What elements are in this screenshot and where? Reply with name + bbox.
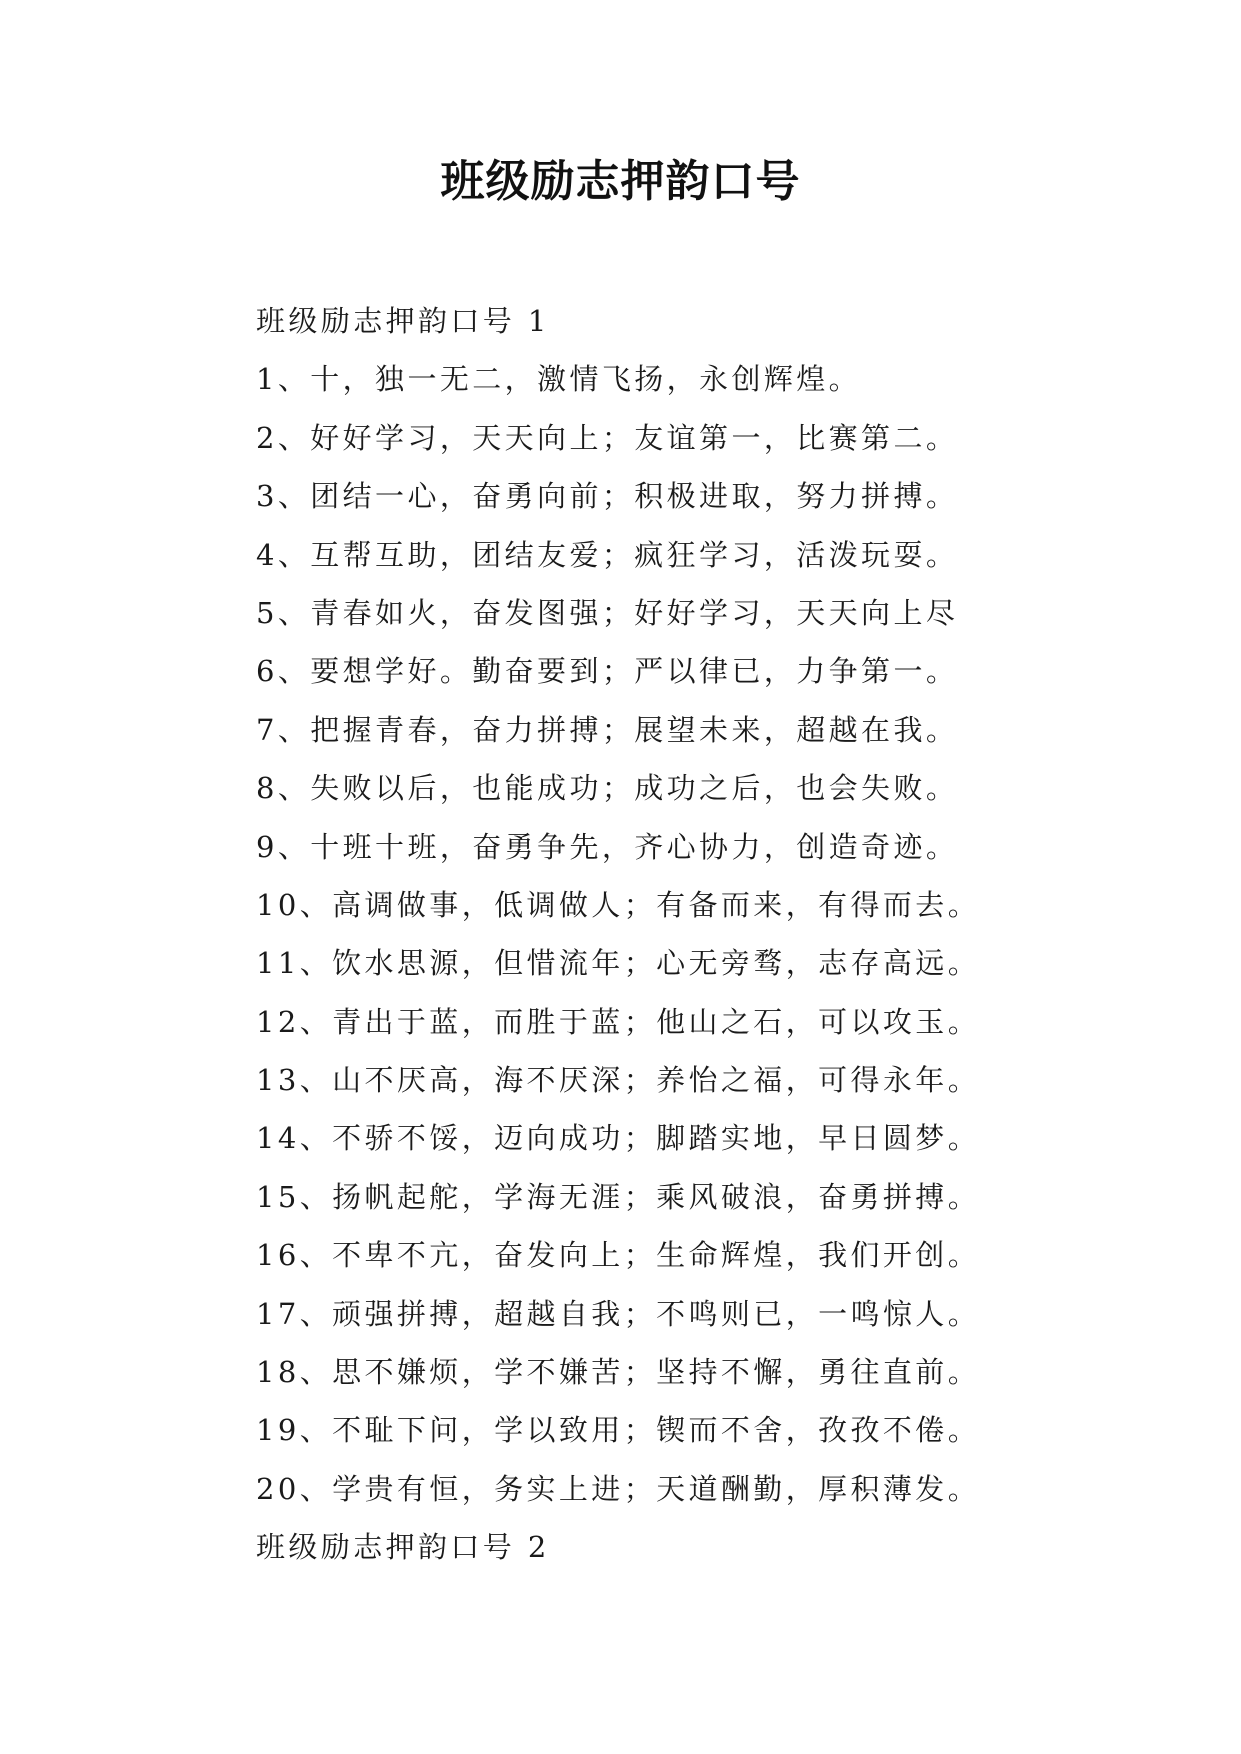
slogan-line-16: 16、不卑不亢，奋发向上；生命辉煌，我们开创。 — [256, 1238, 981, 1273]
slogan-line-4: 4、互帮互助，团结友爱；疯狂学习，活泼玩耍。 — [256, 537, 959, 572]
slogan-line-17: 17、顽强拼搏，超越自我；不鸣则已，一鸣惊人。 — [256, 1296, 981, 1331]
slogan-line-7: 7、把握青春，奋力拼搏；展望未来，超越在我。 — [256, 712, 959, 747]
slogan-line-13: 13、山不厌高，海不厌深；养怡之福，可得永年。 — [256, 1063, 981, 1098]
slogan-line-9: 9、十班十班，奋勇争先，齐心协力，创造奇迹。 — [256, 829, 959, 864]
slogan-line-19: 19、不耻下问，学以致用；锲而不舍，孜孜不倦。 — [256, 1413, 981, 1448]
slogan-line-3: 3、团结一心，奋勇向前；积极进取，努力拼搏。 — [256, 479, 959, 514]
slogan-line-6: 6、要想学好。勤奋要到；严以律已，力争第一。 — [256, 654, 959, 689]
slogan-line-2: 2、好好学习，天天向上；友谊第一，比赛第二。 — [256, 420, 959, 455]
slogan-line-12: 12、青出于蓝，而胜于蓝；他山之石，可以攻玉。 — [256, 1004, 981, 1039]
slogan-line-20: 20、学贵有恒，务实上进；天道酬勤，厚积薄发。 — [256, 1471, 981, 1506]
section-heading-1: 班级励志押韵口号 1 — [256, 304, 550, 338]
document-body — [256, 292, 1016, 1577]
slogan-line-8: 8、失败以后，也能成功；成功之后，也会失败。 — [256, 771, 959, 806]
slogan-line-1: 1、十，独一无二，激情飞扬，永创辉煌。 — [256, 362, 862, 397]
slogan-line-10: 10、高调做事，低调做人；有备而来，有得而去。 — [256, 887, 981, 922]
slogan-line-18: 18、思不嫌烦，学不嫌苦；坚持不懈，勇往直前。 — [256, 1355, 981, 1390]
section-heading-2: 班级励志押韵口号 2 — [256, 1530, 550, 1565]
slogan-line-11: 11、饮水思源，但惜流年；心无旁骛，志存高远。 — [256, 946, 981, 981]
slogan-line-14: 14、不骄不馁，迈向成功；脚踏实地，早日圆梦。 — [256, 1121, 981, 1156]
slogan-line-15: 15、扬帆起舵，学海无涯；乘风破浪，奋勇拼搏。 — [256, 1179, 981, 1214]
document-title: 班级励志押韵口号 — [440, 156, 801, 207]
slogan-line-5: 5、青春如火，奋发图强；好好学习，天天向上尽 — [256, 595, 959, 630]
